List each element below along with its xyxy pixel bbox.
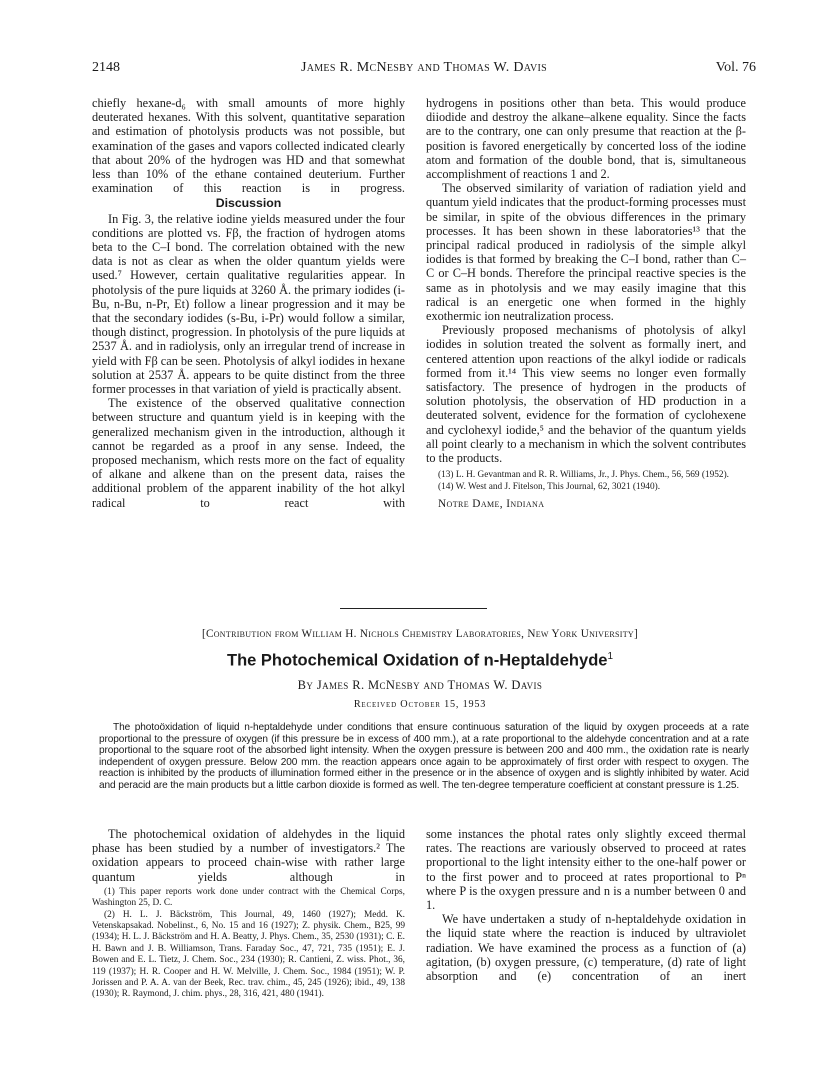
paragraph: Previously proposed mechanisms of photolysis of alkyl iodides in solution treated the solvent as formally inert, and centered attention upon reactions of the alkyl iodide or radicals formed from it.¹⁴ This view seems no longer even formally satisfactory. The presence of hydrogen in the products of solution photolysis, the observation of HD production in a deuterated solvent, evidence for the formation of cyclohexene and cyclohexyl iodide,⁵ and the behavior of the quantum yields all point clearly to a mechanism in which the solvent contributes to the products.	[426, 323, 746, 466]
received-date: Received October 15, 1953	[353, 699, 487, 710]
paragraph: some instances the photal rates only slightly exceed thermal rates. The reactions are variously observed to proceed at rates proportional to the light intensity either to the one-half power or to the first power and to proceed at rates proportional to Pⁿ where P is the oxygen pressure and n is a number between 0 and 1.	[426, 827, 746, 913]
top-left-column	[92, 96, 405, 510]
paragraph: The existence of the observed qualitative connection between structure and quantum yield is in keeping with the generalized mechanism given in the introduction, although it cannot be regarded as a proof in any sense. Indeed, the proposed mechanism, which rests more on the fact of equality of alkane and alkene than on the present data, raises the additional problem of the apparent inability of the hot alkyl radical to react with	[92, 396, 405, 510]
paragraph: In Fig. 3, the relative iodine yields measured under the four conditions are plotted vs. Fβ, the fraction of hydrogen atoms beta to the C–I bond. The correlation obtained with the new data is not as clear as when the older quantum yields were used.⁷ However, certain qualitative regularities appear. In photolysis of the pure liquids at 3260 Å. the primary iodides (i-Bu, n-Bu, n-Pr, Et) follow a linear progression and it may be that the secondary iodides (s-Bu, i-Pr) would follow a similar, though distinct, progression. In photolysis of the pure liquids at 2537 Å. and in radiolysis, only an irregular trend of increase in yield with Fβ can be seen. Photolysis of alkyl iodides in hexane solution at 2537 Å. appears to be quite distinct from the three former processes in that variation of yield is practically absent.	[92, 211, 405, 397]
paragraph: The observed similarity of variation of radiation yield and quantum yield indicates that the product-forming processes must be similar, in spite of the obvious differences in the primary processes. It has been shown in these laboratories¹³ that the principal radical produced in radiolysis of the simple alkyl iodides is that formed by breaking the C–I bond, rather than C–C or C–H bonds. Therefore the principal reactive species is the same as in photolysis and we may easily imagine that this radical is an energetic one when formed in the highly exothermic ion neutralization process.	[426, 181, 746, 324]
article-title	[92, 651, 748, 671]
bottom-right-column	[426, 827, 746, 983]
bottom-left-column	[92, 827, 405, 1001]
affiliation: Notre Dame, Indiana	[438, 498, 545, 511]
footnote-2: (2) H. L. J. Bäckström, This Journal, 49, 1460 (1927); Medd. K. Vetenskapsakad. Nobelinst., 6, No. 15 and 16 (1927); Z. physik. Chem., B25, 99 (1934); H. L. J. Bäckström and H. A. Beatty, J. Phys. Chem., 35, 2530 (1931); C. E. H. Bawn and J. B. Williamson, Trans. Faraday Soc., 47, 721, 735 (1951); E. J. Bowen and E. L. Tietz, J. Chem. Soc., 234 (1930); R. Cantieni, Z. wiss. Phot., 36, 119 (1937); H. R. Cooper and H. W. Melville, J. Chem. Soc., 1984 (1951); W. P. Jorissen and P. A. A. van der Beek, Rec. trav. chim., 45, 245 (1926); ibid., 49, 138 (1930); R. Raymond, J. chim. phys., 28, 316, 421, 480 (1941).	[92, 909, 405, 1000]
paragraph: The photochemical oxidation of aldehydes in the liquid phase has been studied by a number of investigators.² The oxidation appears to proceed chain-wise with rather large quantum yields although in	[92, 827, 405, 884]
running-head	[92, 60, 756, 78]
section-heading-discussion: Discussion	[215, 196, 282, 211]
title-footnote-mark: 1	[607, 651, 614, 662]
references	[426, 470, 746, 493]
footnotes	[92, 887, 405, 1001]
abstract	[99, 722, 749, 792]
running-title: James R. McNesby and Thomas W. Davis	[300, 60, 548, 75]
volume-label: Vol. 76	[715, 60, 756, 75]
byline: By James R. McNesby and Thomas W. Davis	[297, 678, 543, 692]
page-number: 2148	[92, 60, 120, 75]
abstract-text: The photoöxidation of liquid n-heptaldehyde under conditions that ensure continuous saturation of the liquid by oxygen proceeds at a rate proportional to the pressure of oxygen (if this pressure be in excess of 400 mm.), at a rate proportional to the aldehyde concentration and at a rate proportional to the square root of the absorbed light intensity. When the oxygen pressure is between 200 and 400 mm., the oxidation rate is nearly independent of oxygen pressure. Below 200 mm. the reaction appears once again to be approximately of first order with respect to oxygen. The reaction is inhibited by the products of illumination formed either in the presence or in the absence of oxygen and is slightly inhibited by water. Acid and peracid are the main products but a little carbon dioxide is formed as well. The ten-degree temperature coefficient at constant pressure is 1.25.	[99, 722, 749, 791]
top-right-column	[426, 96, 746, 511]
contribution-line: [Contribution from William H. Nichols Chemistry Laboratories, New York University]	[201, 628, 639, 640]
footnote-1: (1) This paper reports work done under contract with the Chemical Corps, Washington 25, D. C.	[92, 886, 405, 909]
paragraph: chiefly hexane-d₆ with small amounts of more highly deuterated hexanes. With this solvent, quantitative separation and estimation of photolysis products was not possible, but examination of the gases and vapors collected indicated clearly that about 20% of the hydrogen was HD and that somewhat less than 10% of the ethane contained deuterium. Further examination of this reaction is in progress.	[92, 96, 405, 196]
reference-14: (14) W. West and J. Fitelson, This Journal, 62, 3021 (1940).	[438, 481, 661, 492]
section-divider	[340, 608, 487, 609]
reference-13: (13) L. H. Gevantman and R. R. Williams, Jr., J. Phys. Chem., 56, 569 (1952).	[438, 470, 729, 481]
paragraph: We have undertaken a study of n-heptaldehyde oxidation in the liquid state where the reaction is induced by ultraviolet radiation. We have examined the process as a function of (a) agitation, (b) oxygen pressure, (c) temperature, (d) rate of light absorption and (e) concentration of an inert	[426, 912, 746, 984]
article-title-text: The Photochemical Oxidation of n-Heptaldehyde	[226, 651, 608, 670]
paragraph: hydrogens in positions other than beta. This would produce diiodide and destroy the alkane–alkene equality. Since the facts are to the contrary, one can only presume that reaction at the β-position is favored energetically by concerted loss of the iodine atom and formation of the double bond, that is, simultaneous accomplishment of reactions 1 and 2.	[426, 96, 746, 182]
